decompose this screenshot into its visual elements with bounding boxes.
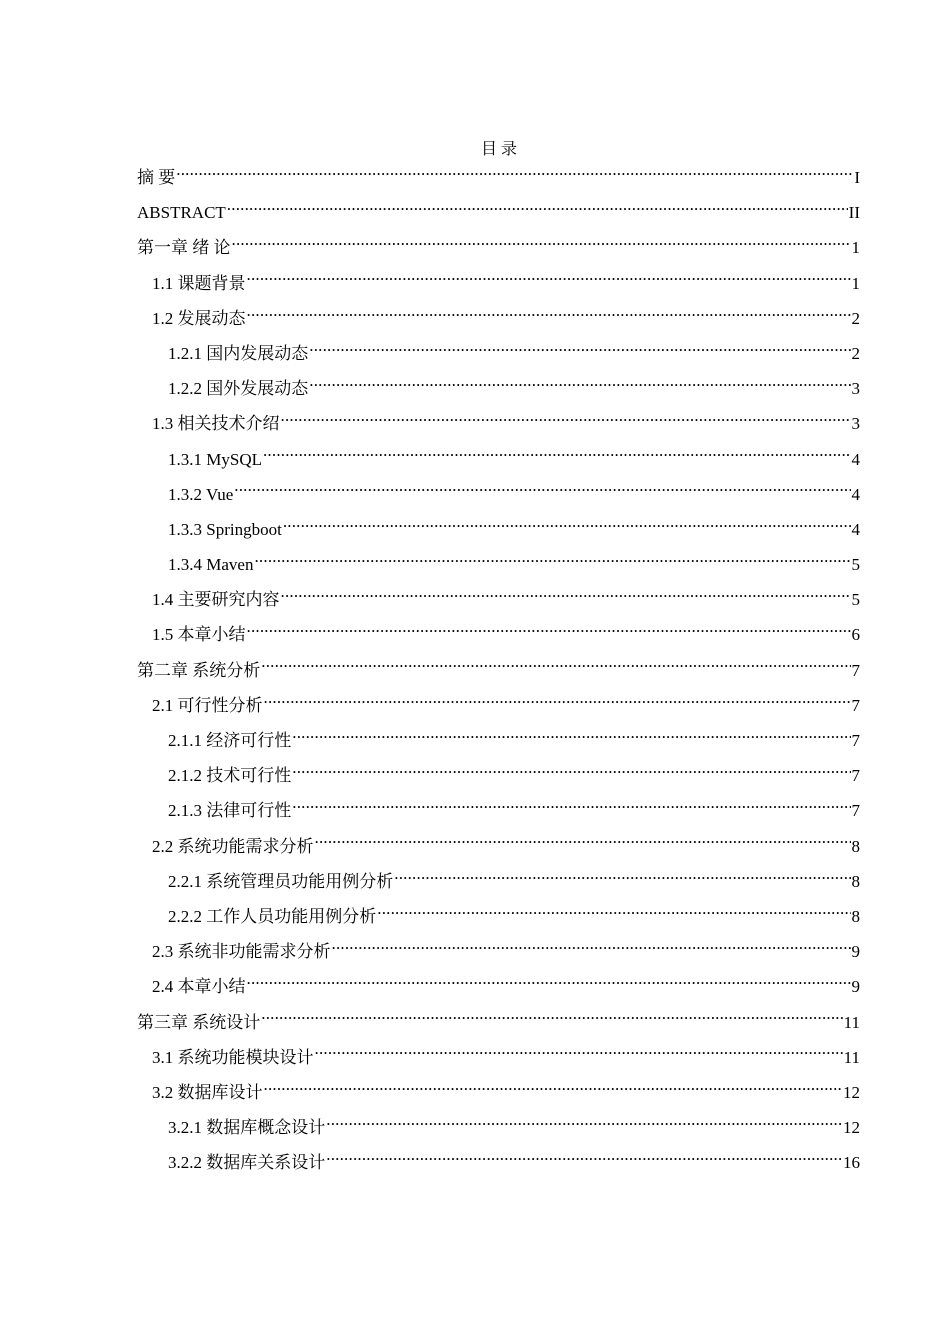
toc-entry-page: I — [854, 168, 860, 187]
toc-entry-label: 1.3.4 Maven — [168, 555, 254, 575]
dot-leader — [315, 832, 851, 852]
toc-entry-page: 6 — [851, 625, 860, 645]
toc-entry-label: 2.4 本章小结 — [152, 977, 246, 997]
toc-entry-page: 12 — [843, 1118, 860, 1138]
dot-leader — [261, 1008, 842, 1028]
toc-entry-page: 4 — [851, 449, 860, 469]
toc-entry[interactable] — [137, 899, 860, 934]
toc-entry[interactable] — [137, 266, 860, 301]
dot-leader — [227, 198, 848, 218]
toc-entry-page: 5 — [851, 590, 860, 610]
toc-entry[interactable] — [137, 336, 860, 371]
table-of-contents — [137, 160, 860, 1180]
toc-entry-page: 5 — [851, 555, 860, 575]
dot-leader — [283, 515, 851, 535]
dot-leader — [247, 269, 851, 289]
toc-entry-label: 2.1 可行性分析 — [152, 695, 263, 715]
toc-entry-page: 8 — [851, 836, 860, 856]
dot-leader — [394, 867, 850, 887]
toc-entry-page: II — [848, 203, 860, 223]
toc-entry-label: 第二章 系统分析 — [137, 660, 261, 680]
toc-entry[interactable] — [137, 1040, 860, 1075]
toc-entry-page: 16 — [843, 1153, 860, 1173]
toc-title — [0, 136, 950, 159]
toc-entry-label: ABSTRACT — [137, 203, 226, 223]
toc-entry-label: 3.2.1 数据库概念设计 — [168, 1118, 326, 1138]
toc-entry-page: 9 — [851, 977, 860, 997]
toc-entry-label: 2.1.3 法律可行性 — [168, 801, 292, 821]
dot-leader — [261, 656, 850, 676]
toc-entry[interactable] — [137, 969, 860, 1004]
toc-entry-page: 7 — [851, 801, 860, 821]
dot-leader — [247, 304, 851, 324]
dot-leader — [254, 550, 850, 570]
toc-entry-label: 1.2.1 国内发展动态 — [168, 343, 309, 363]
toc-entry-page: 2 — [851, 343, 860, 363]
dot-leader — [332, 937, 851, 957]
toc-entry-page: 1 — [851, 238, 860, 258]
toc-entry[interactable] — [137, 195, 860, 230]
toc-entry-page: 1 — [851, 273, 860, 293]
toc-entry-label: 3.1 系统功能模块设计 — [152, 1047, 314, 1067]
dot-leader — [264, 1078, 843, 1098]
toc-entry[interactable] — [137, 688, 860, 723]
toc-entry[interactable] — [137, 1145, 860, 1180]
dot-leader — [292, 726, 850, 746]
toc-entry-label: 1.4 主要研究内容 — [152, 590, 280, 610]
toc-entry-page: 11 — [843, 1047, 860, 1067]
dot-leader — [176, 163, 853, 183]
toc-entry-page: 7 — [851, 766, 860, 786]
dot-leader — [377, 902, 850, 922]
toc-entry-label: 3.2.2 数据库关系设计 — [168, 1153, 326, 1173]
toc-entry-page: 2 — [851, 308, 860, 328]
toc-entry-label: 2.2 系统功能需求分析 — [152, 836, 314, 856]
toc-entry-page: 4 — [851, 484, 860, 504]
dot-leader — [264, 691, 851, 711]
toc-entry-page: 11 — [843, 1012, 860, 1032]
dot-leader — [281, 409, 851, 429]
toc-entry[interactable] — [137, 934, 860, 969]
toc-entry-label: 2.1.1 经济可行性 — [168, 731, 292, 750]
toc-entry-label: 1.3 相关技术介绍 — [152, 414, 280, 434]
toc-entry[interactable] — [137, 653, 860, 688]
toc-entry-page: 7 — [851, 660, 860, 680]
dot-leader — [292, 796, 850, 816]
toc-title-text: 目 录 — [480, 141, 517, 158]
toc-entry[interactable] — [137, 160, 860, 195]
toc-entry-label: 第一章 绪 论 — [137, 238, 231, 258]
toc-entry-page: 12 — [843, 1082, 860, 1102]
dot-leader — [232, 233, 851, 253]
toc-entry-label: 2.2.2 工作人员功能用例分析 — [168, 906, 377, 926]
toc-entry-label: 3.2 数据库设计 — [152, 1082, 263, 1102]
toc-entry[interactable] — [137, 1110, 860, 1145]
toc-entry-label: 1.3.1 MySQL — [168, 449, 262, 469]
toc-entry[interactable] — [137, 230, 860, 265]
dot-leader — [315, 1043, 843, 1063]
toc-entry-label: 摘 要 — [137, 168, 176, 187]
dot-leader — [309, 339, 850, 359]
toc-entry[interactable] — [137, 301, 860, 336]
toc-entry-label: 2.2.1 系统管理员功能用例分析 — [168, 871, 394, 891]
toc-entry-label: 1.1 课题背景 — [152, 273, 246, 293]
toc-entry[interactable] — [137, 371, 860, 406]
toc-entry-page: 7 — [851, 695, 860, 715]
toc-entry[interactable] — [137, 723, 860, 758]
dot-leader — [292, 761, 850, 781]
toc-entry[interactable] — [137, 793, 860, 828]
toc-entry[interactable] — [137, 758, 860, 793]
toc-entry[interactable] — [137, 829, 860, 864]
toc-entry-label: 1.2 发展动态 — [152, 308, 246, 328]
toc-entry-label: 1.3.3 Springboot — [168, 519, 282, 539]
toc-entry-label: 1.3.2 Vue — [168, 484, 234, 504]
dot-leader — [326, 1148, 842, 1168]
toc-entry[interactable] — [137, 406, 860, 441]
toc-entry-page: 4 — [851, 519, 860, 539]
toc-entry[interactable] — [137, 617, 860, 652]
dot-leader — [247, 972, 851, 992]
toc-entry-page: 9 — [851, 942, 860, 962]
toc-entry-label: 2.3 系统非功能需求分析 — [152, 942, 331, 962]
toc-entry-page: 7 — [851, 731, 860, 750]
dot-leader — [234, 480, 850, 500]
toc-entry-page: 8 — [851, 906, 860, 926]
toc-entry-label: 1.5 本章小结 — [152, 625, 246, 645]
toc-entry-page: 8 — [851, 871, 860, 891]
dot-leader — [309, 374, 850, 394]
dot-leader — [247, 620, 851, 640]
toc-entry[interactable] — [137, 477, 860, 512]
toc-entry[interactable] — [137, 582, 860, 617]
toc-entry-label: 1.2.2 国外发展动态 — [168, 379, 309, 399]
toc-entry-label: 第三章 系统设计 — [137, 1012, 261, 1032]
dot-leader — [263, 445, 851, 465]
dot-leader — [281, 585, 851, 605]
toc-entry[interactable] — [137, 864, 860, 899]
toc-entry[interactable] — [137, 1005, 860, 1040]
dot-leader — [326, 1113, 842, 1133]
toc-entry[interactable] — [137, 547, 860, 582]
toc-entry-page: 3 — [851, 414, 860, 434]
toc-entry[interactable] — [137, 442, 860, 477]
toc-entry-label: 2.1.2 技术可行性 — [168, 766, 292, 786]
toc-entry[interactable] — [137, 1075, 860, 1110]
toc-entry[interactable] — [137, 512, 860, 547]
toc-entry-page: 3 — [851, 379, 860, 399]
